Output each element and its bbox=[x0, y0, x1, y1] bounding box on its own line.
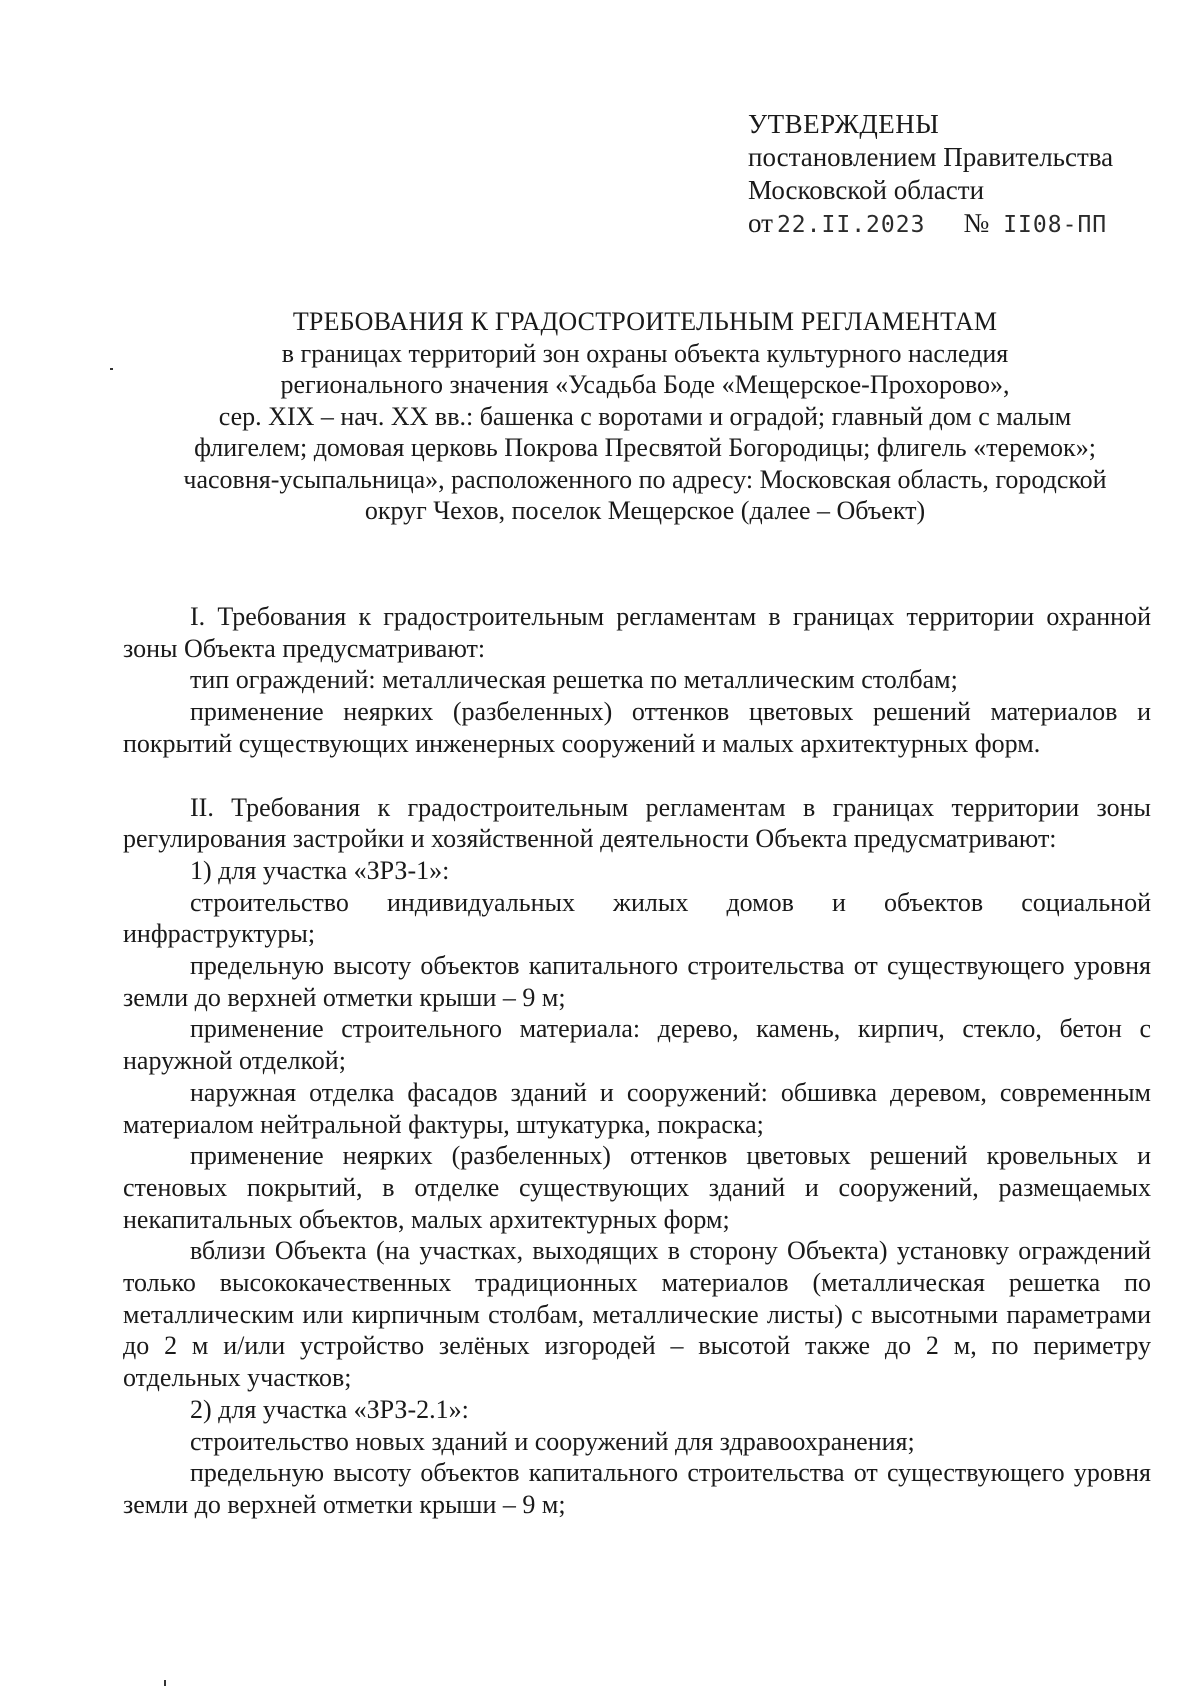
subsection-1-item: применение строительного материала: дерево, камень, кирпич, стекло, бетон с наружной отделкой; bbox=[123, 1014, 1151, 1076]
title-line: в границах территорий зон охраны объекта культурного наследия bbox=[281, 338, 1009, 368]
scan-speck bbox=[110, 368, 113, 370]
title-line: сер. XIX – нач. XX вв.: башенка с воротами и оградой; главный дом с малым bbox=[218, 401, 1072, 431]
subsection-1-item: строительство индивидуальных жилых домов и объектов социальной инфраструктуры; bbox=[123, 887, 1151, 949]
document-body bbox=[123, 601, 1151, 1521]
subsection-1-heading: 1) для участка «ЗРЗ-1»: bbox=[190, 855, 450, 885]
approval-line-1: постановлением Правительства bbox=[748, 142, 1114, 172]
approval-line-2: Московской области bbox=[748, 175, 985, 205]
paragraph-gap bbox=[123, 760, 1151, 792]
title-line: округ Чехов, поселок Мещерское (далее – Объект) bbox=[364, 496, 926, 525]
date-prefix: от bbox=[748, 208, 773, 238]
subsection-1-item: наружная отделка фасадов зданий и сооружений: обшивка деревом, современным материалом нейтральной фактуры, штукатурка, покраска; bbox=[123, 1077, 1151, 1139]
approval-number: II08-ПП bbox=[1003, 212, 1108, 238]
section-1-intro: I. Требования к градостроительным регламентам в границах территории охранной зоны Объекта предусматривают: bbox=[123, 602, 1151, 663]
document-title-block bbox=[120, 306, 1170, 527]
section-1-item: применение неярких (разбеленных) оттенков цветовых решений материалов и покрытий существующих инженерных сооружений и малых архитектурных форм. bbox=[123, 697, 1151, 758]
approval-block bbox=[748, 108, 1168, 242]
subsection-1-item: вблизи Объекта (на участках, выходящих в сторону Объекта) установку ограждений только высококачественных традиционных материалов (металлическая решетка по металлическим или кирпичным столбам, металлические листы) с высотными параметрами до 2 м и/или устройство зелёных изгородей – высотой также до 2 м, по периметру отдельных участков; bbox=[123, 1236, 1151, 1393]
section-1-item: тип ограждений: металлическая решетка по металлическим столбам; bbox=[190, 665, 958, 695]
number-sign: № bbox=[963, 208, 990, 238]
subsection-1-item: предельную высоту объектов капитального строительства от существующего уровня земли до верхней отметки крыши – 9 м; bbox=[123, 951, 1151, 1012]
subsection-1-item: применение неярких (разбеленных) оттенков цветовых решений кровельных и стеновых покрытий, в отделке существующих зданий и сооружений, размещаемых некапитальных объектов, малых архитектурных форм; bbox=[123, 1141, 1151, 1234]
approval-date-line bbox=[748, 207, 1168, 242]
title-line: флигелем; домовая церковь Покрова Пресвятой Богородицы; флигель «теремок»; bbox=[194, 433, 1096, 462]
document-title: ТРЕБОВАНИЯ К ГРАДОСТРОИТЕЛЬНЫМ РЕГЛАМЕНТАМ bbox=[292, 307, 998, 336]
subsection-2-heading: 2) для участка «ЗРЗ-2.1»: bbox=[190, 1394, 469, 1424]
scan-speck bbox=[164, 1680, 166, 1686]
title-line: регионального значения «Усадьба Боде «Мещерское-Прохорово», bbox=[280, 370, 1010, 399]
approval-date: 22.II.2023 bbox=[776, 212, 926, 238]
title-line: часовня-усыпальница», расположенного по адресу: Московская область, городской bbox=[183, 464, 1107, 494]
subsection-2-item: строительство новых зданий и сооружений для здравоохранения; bbox=[190, 1426, 915, 1456]
subsection-2-item: предельную высоту объектов капитального строительства от существующего уровня земли до верхней отметки крыши – 9 м; bbox=[123, 1458, 1151, 1519]
section-2-intro: II. Требования к градостроительным регламентам в границах территории зоны регулирования застройки и хозяйственной деятельности Объекта предусматривают: bbox=[123, 792, 1151, 854]
approval-title: УТВЕРЖДЕНЫ bbox=[748, 109, 940, 139]
